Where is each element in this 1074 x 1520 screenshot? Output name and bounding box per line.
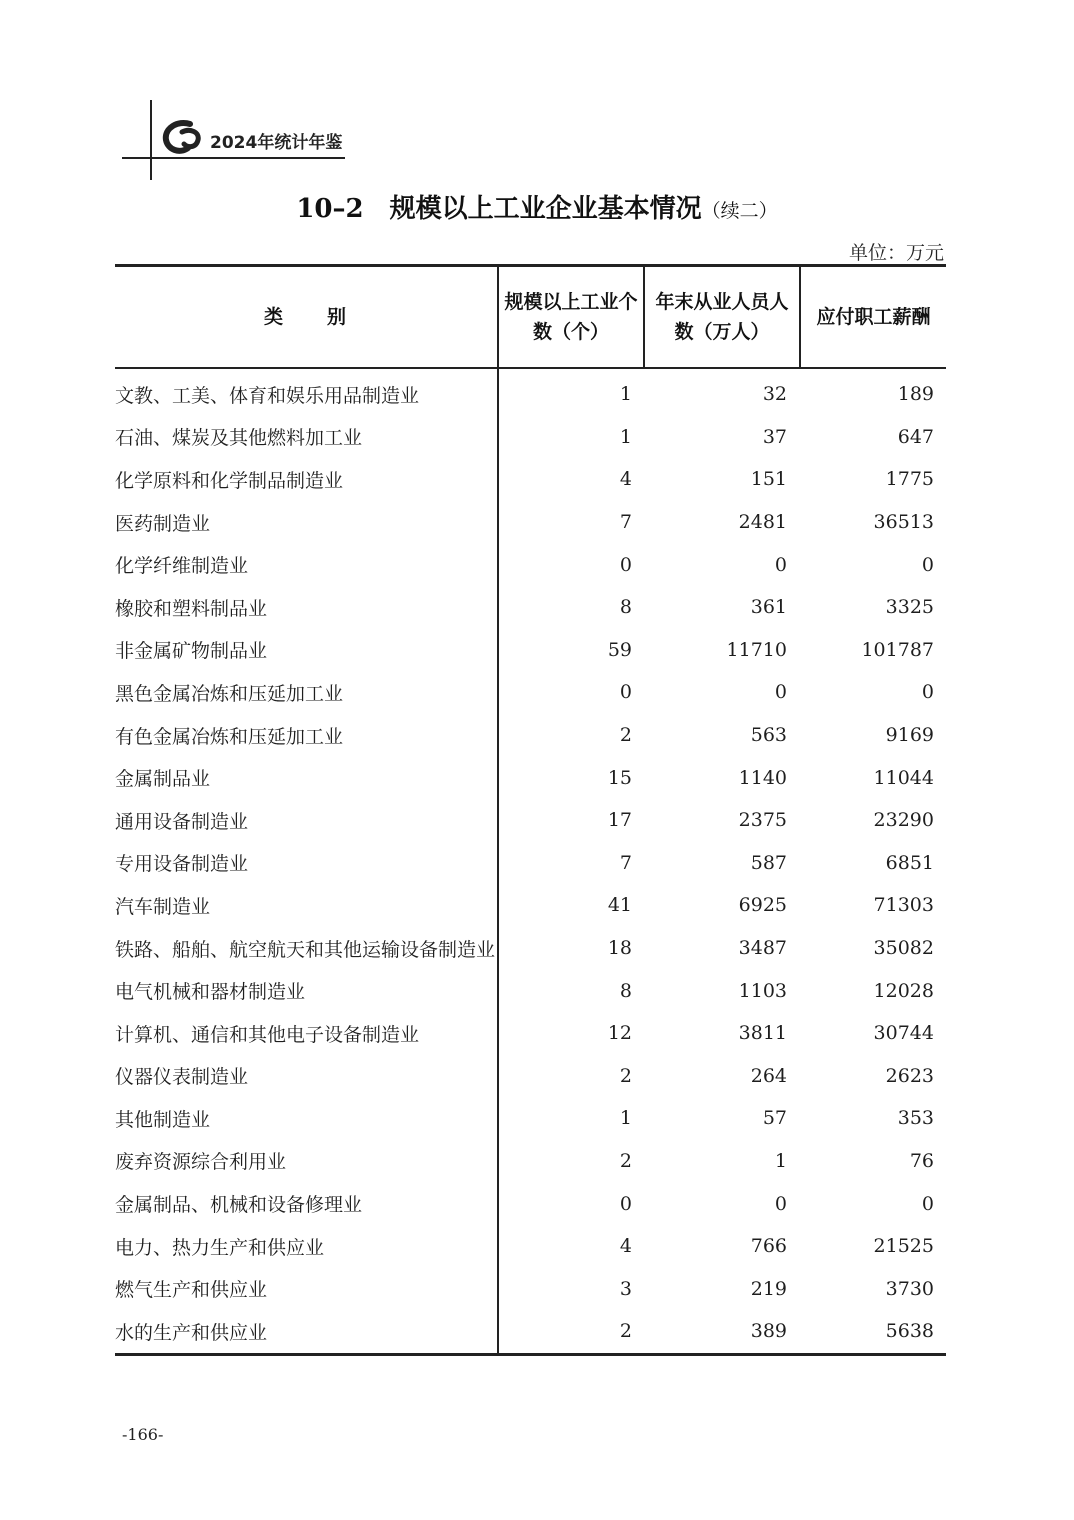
table-row [115,927,946,970]
row-name: 金属制品、机械和设备修理业 [115,1194,363,1217]
row-name: 文教、工美、体育和娱乐用品制造业 [115,384,420,407]
row-employees: 11710 [726,638,787,661]
table-row [115,1012,946,1055]
row-enterprises: 1 [498,416,644,459]
row-enterprises: 0 [498,1182,644,1225]
row-name: 非金属矿物制品业 [115,640,268,663]
row-employees: 3487 [738,937,787,960]
row-payroll: 5638 [800,1310,946,1354]
row-enterprises: 2 [498,1310,644,1354]
row-employees: 57 [762,1107,787,1130]
row-name: 计算机、通信和其他电子设备制造业 [115,1023,420,1046]
row-payroll: 2623 [885,1064,934,1087]
row-employees: 3811 [738,1022,787,1045]
row-enterprises: 8 [498,969,644,1012]
row-name: 铁路、船舶、航空航天和其他运输设备制造业 [115,938,496,961]
row-enterprises: 2 [498,714,644,757]
row-enterprises: 12 [498,1012,644,1055]
row-name: 有色金属冶炼和压延加工业 [115,725,344,748]
row-enterprises: 41 [498,884,644,927]
table-header-row [115,266,946,369]
row-employees: 264 [750,1064,787,1087]
table-row [115,756,946,799]
column-header-category: 类 别 [115,266,498,369]
row-enterprises: 7 [498,501,644,544]
row-name: 电气机械和器材制造业 [115,981,306,1004]
row-name: 水的生产和供应业 [115,1310,498,1354]
row-name: 金属制品业 [115,768,211,791]
column-header-enterprises [498,266,644,369]
table-number: 10–2 [296,194,364,224]
table-row [115,1310,946,1354]
table-row [115,629,946,672]
row-payroll: 11044 [873,766,934,789]
header-vertical-rule [150,100,152,180]
row-employees: 0 [774,553,787,576]
row-payroll: 101787 [861,638,934,661]
row-employees: 32 [762,383,787,406]
table-continuation: （续二） [701,200,778,222]
row-name: 橡胶和塑料制品业 [115,597,268,620]
row-enterprises: 0 [498,671,644,714]
row-employees: 766 [750,1235,787,1258]
header-horizontal-rule [122,157,345,159]
row-enterprises: 17 [498,799,644,842]
table-row [115,1225,946,1268]
row-employees: 361 [750,596,787,619]
column-header-enterprises-line1: 规模以上工业个 [504,291,638,313]
row-enterprises: 59 [498,629,644,672]
table-row [115,1055,946,1098]
row-payroll: 353 [897,1107,934,1130]
row-employees: 2481 [738,511,787,534]
row-payroll: 21525 [873,1235,934,1258]
row-name: 电力、热力生产和供应业 [115,1236,325,1259]
row-employees: 1 [774,1149,787,1172]
row-employees: 389 [644,1310,800,1354]
row-name: 化学原料和化学制品制造业 [115,469,344,492]
row-enterprises: 0 [498,543,644,586]
table-row [115,501,946,544]
table-row [115,458,946,501]
row-enterprises: 8 [498,586,644,629]
row-payroll: 71303 [873,894,934,917]
table-row [115,671,946,714]
table-row [115,416,946,459]
row-enterprises: 7 [498,842,644,885]
row-employees: 0 [774,681,787,704]
row-enterprises: 1 [498,368,644,416]
row-enterprises: 15 [498,756,644,799]
row-payroll: 35082 [873,937,934,960]
row-enterprises: 1 [498,1097,644,1140]
table-row [115,714,946,757]
row-enterprises: 18 [498,927,644,970]
row-payroll: 6851 [885,851,934,874]
data-table [115,264,946,1356]
column-header-payroll: 应付职工薪酬 [800,266,946,369]
row-payroll: 3730 [885,1277,934,1300]
book-title: 2024年统计年鉴 [210,133,343,153]
table-row [115,969,946,1012]
column-header-employees-line1: 年末从业人员人 [655,291,789,313]
row-payroll: 1775 [885,468,934,491]
row-name: 其他制造业 [115,1108,211,1131]
column-header-employees-line2: 数（万人） [674,321,770,343]
table-body [115,368,946,1354]
row-payroll: 189 [897,383,934,406]
table-row [115,799,946,842]
row-enterprises: 2 [498,1140,644,1183]
table-title-text: 规模以上工业企业基本情况 [389,194,702,224]
row-payroll: 647 [897,425,934,448]
table-row [115,842,946,885]
yearbook-logo-icon [160,118,204,158]
row-payroll: 9169 [885,724,934,747]
row-payroll: 0 [921,1192,934,1215]
table-row [115,586,946,629]
table-row [115,1140,946,1183]
row-payroll: 0 [921,681,934,704]
unit-label: 单位：万元 [848,242,944,264]
row-name: 医药制造业 [115,512,211,535]
table-row [115,368,946,416]
row-name: 仪器仪表制造业 [115,1066,249,1089]
row-employees: 1140 [738,766,787,789]
row-name: 通用设备制造业 [115,810,249,833]
row-enterprises: 2 [498,1055,644,1098]
row-payroll: 30744 [873,1022,934,1045]
row-name: 专用设备制造业 [115,853,249,876]
column-header-employees [644,266,800,369]
row-employees: 37 [762,425,787,448]
row-payroll: 3325 [885,596,934,619]
row-enterprises: 3 [498,1267,644,1310]
table-title [0,188,1074,225]
row-employees: 1103 [738,979,787,1002]
row-name: 废弃资源综合利用业 [115,1151,287,1174]
row-enterprises: 4 [498,1225,644,1268]
row-enterprises: 4 [498,458,644,501]
row-name: 汽车制造业 [115,895,211,918]
table-row [115,543,946,586]
row-name: 化学纤维制造业 [115,555,249,578]
row-payroll: 23290 [873,809,934,832]
row-payroll: 12028 [873,979,934,1002]
table-row [115,884,946,927]
row-employees: 2375 [738,809,787,832]
table-row [115,1267,946,1310]
row-employees: 587 [750,851,787,874]
row-name: 石油、煤炭及其他燃料加工业 [115,427,363,450]
column-header-enterprises-line2: 数（个） [532,321,609,343]
row-name: 黑色金属冶炼和压延加工业 [115,682,344,705]
row-employees: 219 [750,1277,787,1300]
row-payroll: 0 [921,553,934,576]
row-employees: 0 [774,1192,787,1215]
row-payroll: 76 [909,1149,934,1172]
row-employees: 563 [750,724,787,747]
row-payroll: 36513 [873,511,934,534]
table-row [115,1097,946,1140]
row-name: 燃气生产和供应业 [115,1279,268,1302]
page-number: -166- [122,1425,164,1444]
row-employees: 151 [750,468,787,491]
row-employees: 6925 [738,894,787,917]
table-row [115,1182,946,1225]
